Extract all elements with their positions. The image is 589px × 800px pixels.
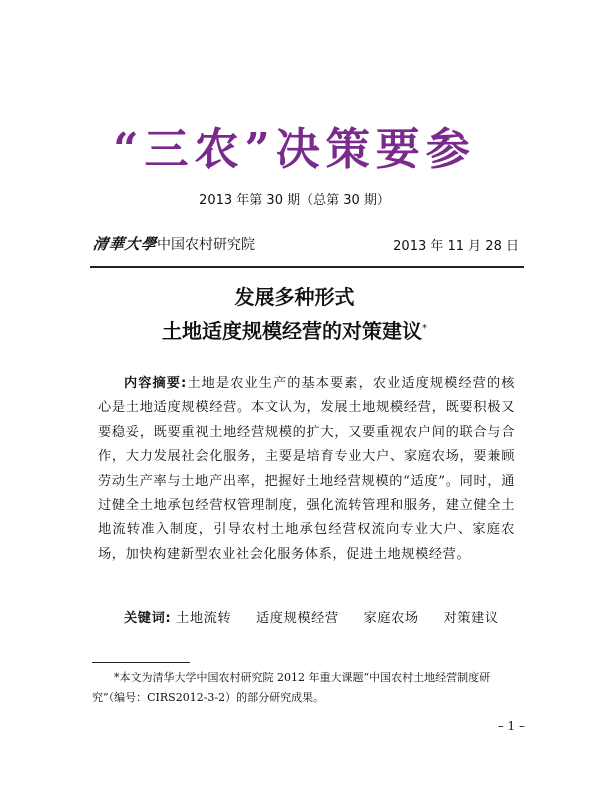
- article-title-line-1: 发展多种形式: [234, 285, 355, 309]
- masthead-title: “三农”决策要参: [113, 124, 476, 175]
- header-divider: [90, 266, 524, 268]
- keywords: [124, 608, 519, 630]
- title-footnote-mark: *: [422, 323, 427, 334]
- footnote: *本文为清华大学中国农村研究院 2012 年重大课题“中国农村土地经营制度研究”（编号：CIRS2012-3-2）的部分研究成果。: [92, 671, 491, 704]
- footnote-divider: [92, 662, 190, 663]
- keyword-item: 对策建议: [443, 611, 499, 626]
- publisher-name: 中国农村研究院: [157, 237, 256, 253]
- abstract-label: 内容摘要:: [124, 376, 187, 391]
- abstract-text: 土地是农业生产的基本要素，农业适度规模经营的核心是土地适度规模经营。本文认为，发展土地规模经营，既要积极又要稳妥，既要重视土地经营规模的扩大，又要重视农户间的联合与合作，大力发展社会化服务，主要是培育专业大户、家庭农场，要兼顾劳动生产率与土地产出率，把握好土地经营规模的“适度”。同时，通过健全土地承包经营权管理制度，强化流转管理和服务，建立健全土地流转准入制度，引导农村土地承包经营权流向专业大户、家庭农场，加快构建新型农业社会化服务体系，促进土地规模经营。: [98, 376, 515, 562]
- keyword-item: 适度规模经营: [256, 611, 339, 626]
- article-title-line-2: [0, 317, 589, 345]
- keyword-item: 土地流转: [176, 611, 232, 626]
- publisher: [93, 234, 255, 255]
- keyword-item: 家庭农场: [363, 611, 419, 626]
- keywords-label: 关键词:: [124, 611, 172, 626]
- publication-date: 2013 年 11 月 28 日: [393, 239, 519, 254]
- abstract: [98, 372, 515, 567]
- issue-number: 2013 年第 30 期（总第 30 期）: [199, 193, 390, 208]
- page-number: – 1 –: [497, 719, 525, 733]
- tsinghua-logo: 清華大學: [91, 235, 159, 253]
- article-title-text: 土地适度规模经营的对策建议: [162, 319, 422, 343]
